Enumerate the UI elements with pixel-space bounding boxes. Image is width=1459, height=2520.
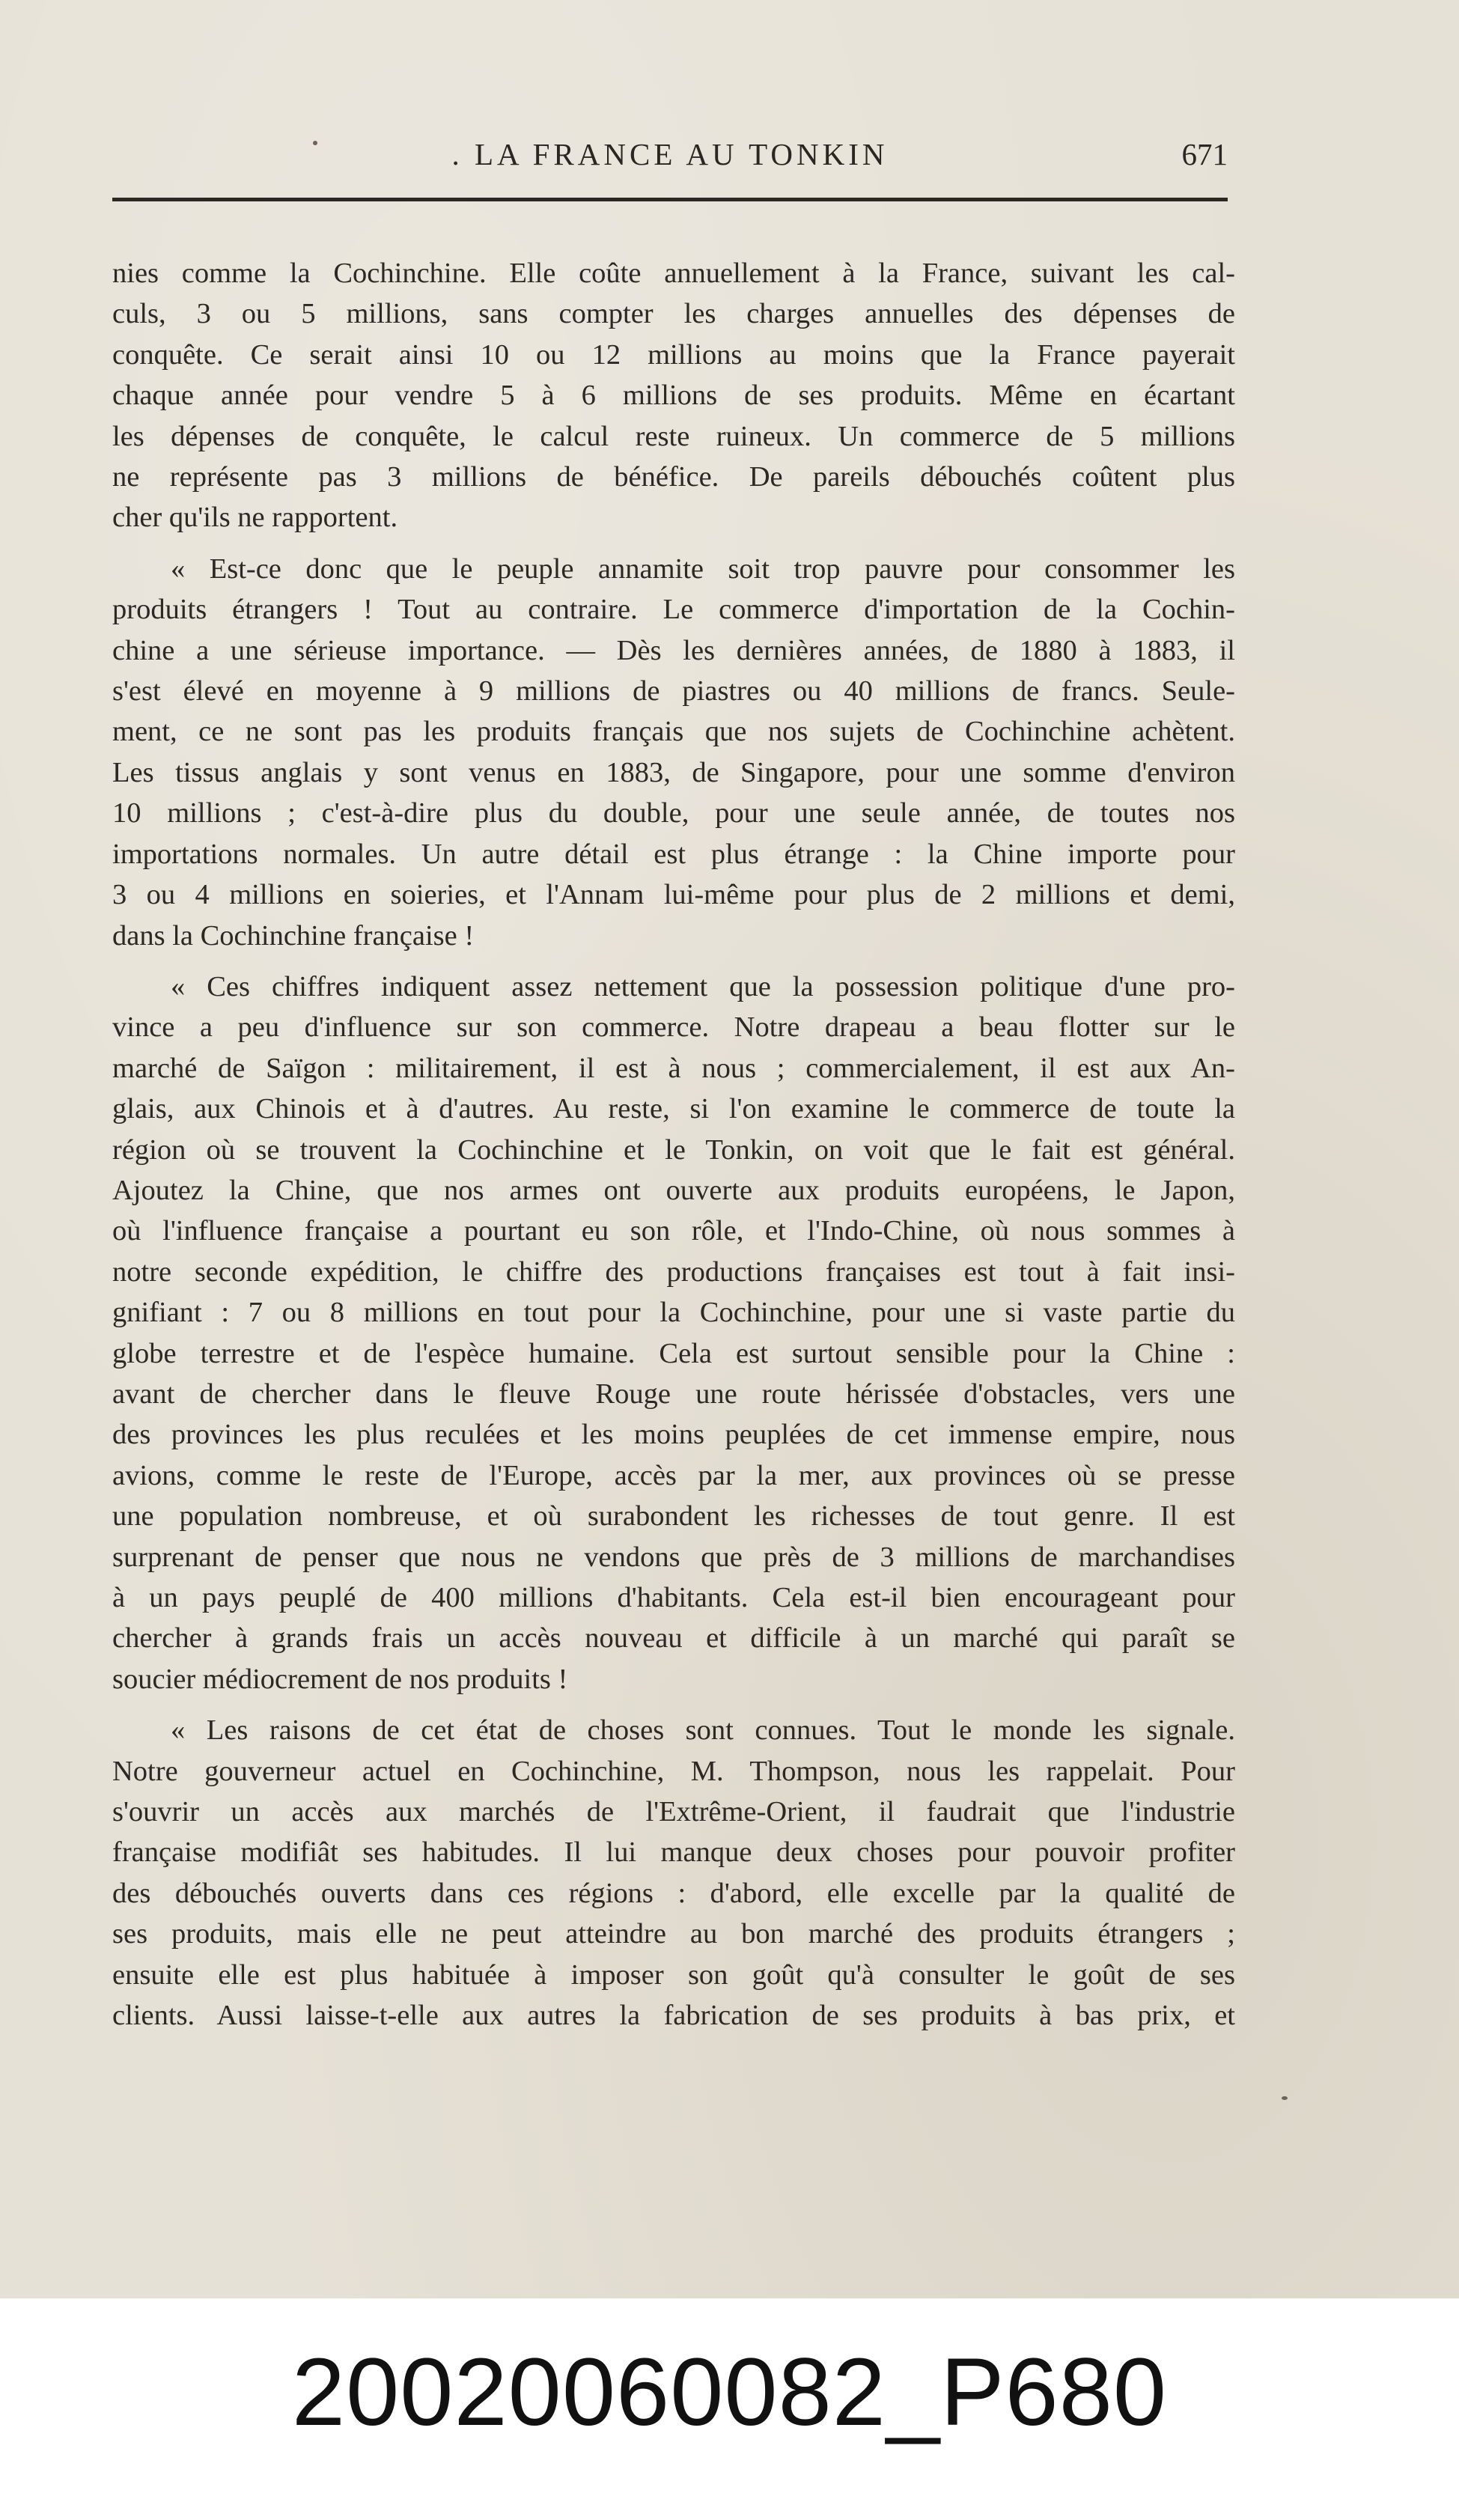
catalog-id: 20020060082_P680 <box>291 2339 1168 2446</box>
text-line: nies comme la Cochinchine. Elle coûte annuellement à la France, suivant les cal- <box>112 258 1235 289</box>
text-line: Ajoutez la Chine, que nos armes ont ouverte aux produits européens, le Japon, <box>112 1174 1235 1206</box>
text-line: 10 millions ; c'est-à-dire plus du double, pour une seule année, de toutes nos <box>112 797 1235 830</box>
text-line: cher qu'ils ne rapportent. <box>112 502 398 534</box>
text-line: chine a une sérieuse importance. — Dès les dernières années, de 1880 à 1883, il <box>112 634 1235 666</box>
text-line: « Est-ce donc que le peuple annamite soit trop pauvre pour consommer les <box>171 553 1235 585</box>
text-line: région où se trouvent la Cochinchine et le Tonkin, on voit que le fait est général. <box>112 1133 1235 1166</box>
text-line: globe terrestre et de l'espèce humaine. Cela est surtout sensible pour la Chine : <box>112 1337 1235 1369</box>
text-line: ensuite elle est plus habituée à imposer son goût qu'à consulter le goût de ses <box>112 1959 1235 1991</box>
text-line: surprenant de penser que nous ne vendons que près de 3 millions de marchandises <box>112 1541 1235 1573</box>
text-line: soucier médiocrement de nos produits ! <box>112 1663 568 1695</box>
text-line: ne représente pas 3 millions de bénéfice. De pareils débouchés coûtent plus <box>112 461 1235 493</box>
body-text <box>112 253 1235 2046</box>
text-line: notre seconde expédition, le chiffre des productions françaises est tout à fait insi- <box>112 1256 1235 1288</box>
text-line: française modifiât ses habitudes. Il lui manque deux choses pour pouvoir profiter <box>112 1836 1235 1869</box>
text-line: avions, comme le reste de l'Europe, accès par la mer, aux provinces où se presse <box>112 1459 1235 1491</box>
paragraph-1 <box>112 253 1235 538</box>
text-line: culs, 3 ou 5 millions, sans compter les charges annuelles des dépenses de <box>112 298 1235 330</box>
running-title: . LA FRANCE AU TONKIN <box>451 137 889 171</box>
text-line: chaque année pour vendre 5 à 6 millions de ses produits. Même en écartant <box>112 380 1235 412</box>
text-line: dans la Cochinchine française ! <box>112 919 475 952</box>
page-number: 671 <box>1181 137 1228 171</box>
text-line: clients. Aussi laisse-t-elle aux autres la fabrication de ses produits à bas prix, et <box>112 2000 1235 2032</box>
text-line: s'est élevé en moyenne à 9 millions de piastres ou 40 millions de francs. Seule- <box>112 675 1235 707</box>
paragraph-3 <box>112 967 1235 1699</box>
text-line: ment, ce ne sont pas les produits français que nos sujets de Cochinchine achètent. <box>112 716 1235 748</box>
text-line: une population nombreuse, et où surabondent les richesses de tout genre. Il est <box>112 1500 1235 1533</box>
text-line: les dépenses de conquête, le calcul reste ruineux. Un commerce de 5 millions <box>112 420 1235 452</box>
text-line: « Ces chiffres indiquent assez nettement que la possession politique d'une pro- <box>171 970 1235 1002</box>
text-line: où l'influence française a pourtant eu son rôle, et l'Indo-Chine, où nous sommes à <box>112 1215 1235 1247</box>
text-line: produits étrangers ! Tout au contraire. Le commerce d'importation de la Cochin- <box>112 594 1235 626</box>
text-line: vince a peu d'influence sur son commerce. Notre drapeau a beau flotter sur le <box>112 1011 1235 1044</box>
text-line: chercher à grands frais un accès nouveau et difficile à un marché qui paraît se <box>112 1622 1235 1655</box>
page-header <box>112 136 1228 184</box>
text-line: glais, aux Chinois et à d'autres. Au reste, si l'on examine le commerce de toute la <box>112 1093 1235 1125</box>
scan-speck <box>313 141 317 145</box>
text-line: s'ouvrir un accès aux marchés de l'Extrême-Orient, il faudrait que l'industrie <box>112 1796 1235 1828</box>
text-line: gnifiant : 7 ou 8 millions en tout pour la Cochinchine, pour une si vaste partie du <box>112 1297 1235 1329</box>
paragraph-4 <box>112 1710 1235 2036</box>
text-line: 3 ou 4 millions en soieries, et l'Annam lui-même pour plus de 2 millions et demi, <box>112 879 1235 911</box>
scan-speck <box>1282 2096 1288 2100</box>
text-line: « Les raisons de cet état de choses sont connues. Tout le monde les signale. <box>171 1714 1235 1747</box>
text-line: importations normales. Un autre détail est plus étrange : la Chine importe pour <box>112 838 1235 870</box>
text-line: Notre gouverneur actuel en Cochinchine, M. Thompson, nous les rappelait. Pour <box>112 1755 1235 1787</box>
text-line: avant de chercher dans le fleuve Rouge une route hérissée d'obstacles, vers une <box>112 1378 1235 1410</box>
text-line: marché de Saïgon : militairement, il est à nous ; commercialement, il est aux An- <box>112 1052 1235 1084</box>
paragraph-2 <box>112 549 1235 956</box>
text-line: des débouchés ouverts dans ces régions : d'abord, elle excelle par la qualité de <box>112 1877 1235 1909</box>
text-line: des provinces les plus reculées et les moins peuplées de cet immense empire, nous <box>112 1419 1235 1451</box>
text-line: conquête. Ce serait ainsi 10 ou 12 millions au moins que la France payerait <box>112 338 1235 371</box>
text-line: Les tissus anglais y sont venus en 1883, de Singapore, pour une somme d'environ <box>112 756 1235 788</box>
text-line: à un pays peuplé de 400 millions d'habitants. Cela est-il bien encourageant pour <box>112 1582 1235 1613</box>
header-rule <box>112 198 1228 201</box>
text-line: ses produits, mais elle ne peut atteindre au bon marché des produits étrangers ; <box>112 1918 1235 1950</box>
